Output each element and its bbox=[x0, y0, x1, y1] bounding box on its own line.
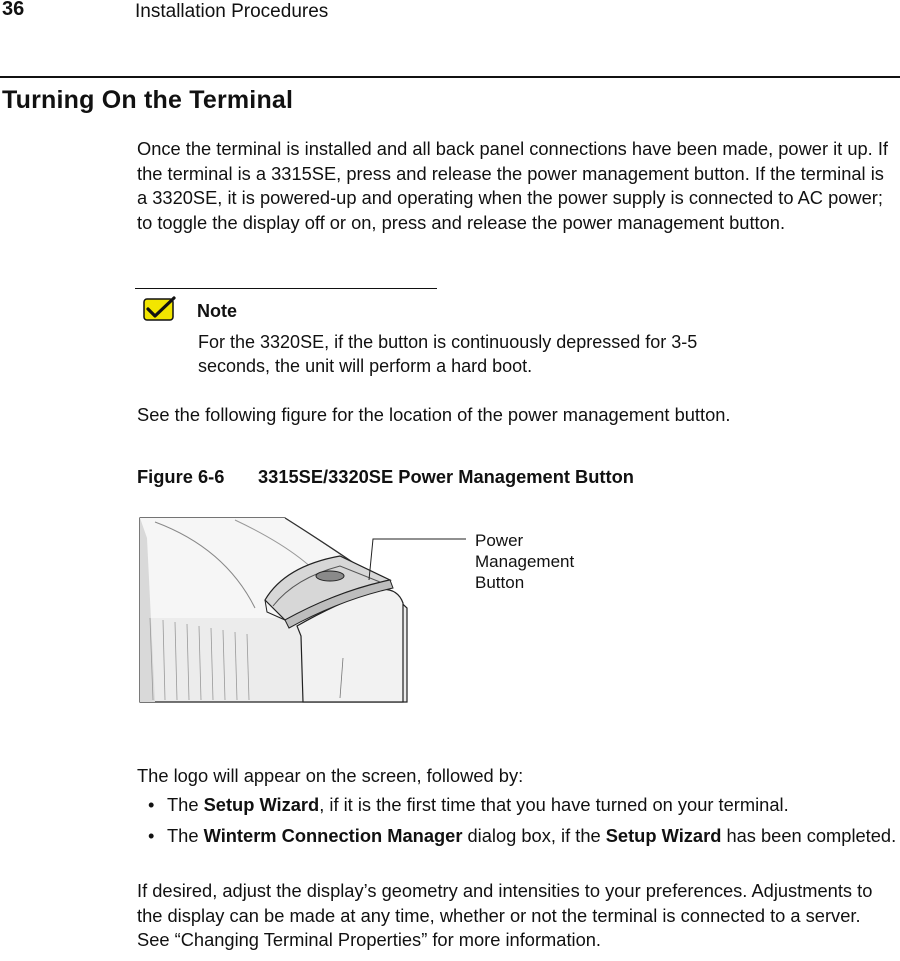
note-text: For the 3320SE, if the button is continuously depressed for 3-5 seconds, the unit will perform a hard boot. bbox=[198, 332, 698, 376]
bullet-text: dialog box, if the bbox=[462, 825, 606, 846]
bullet-emphasis: Setup Wizard bbox=[203, 794, 320, 815]
running-header: Installation Procedures bbox=[135, 1, 329, 22]
bullet-emphasis: Winterm Connection Manager bbox=[203, 825, 463, 846]
figure-number: Figure 6-6 bbox=[137, 466, 225, 487]
callout-line: Management bbox=[475, 552, 575, 571]
bullet-text: has been completed. bbox=[721, 825, 897, 846]
section-title: Turning On the Terminal bbox=[2, 86, 294, 114]
figure-title: 3315SE/3320SE Power Management Button bbox=[258, 466, 634, 487]
figure-caption bbox=[137, 466, 634, 488]
bullet-item bbox=[167, 824, 897, 849]
intro-paragraph: Once the terminal is installed and all back panel connections have been made, power it up. If the terminal is a 3315SE, press and release the power management button. If the terminal is a 3320SE, it is powered-up and operating when the power supply is connected to AC power; to toggle the display off or on, press and release the power management button. bbox=[137, 138, 888, 233]
page-number: 36 bbox=[2, 0, 25, 20]
bullet-text: The bbox=[167, 794, 204, 815]
bullet-emphasis: Setup Wizard bbox=[605, 825, 722, 846]
callout-line: Power bbox=[475, 531, 524, 550]
bullet-text: , if it is the first time that you have turned on your terminal. bbox=[319, 794, 789, 815]
figure-reference-paragraph: See the following figure for the location of the power management button. bbox=[137, 404, 731, 425]
bullet-text: The bbox=[167, 825, 204, 846]
note-label: Note bbox=[197, 301, 237, 321]
logo-paragraph: The logo will appear on the screen, followed by: bbox=[137, 765, 524, 786]
header-rule bbox=[0, 76, 900, 78]
checkmark-icon bbox=[143, 296, 177, 322]
bullet-marker: • bbox=[148, 825, 155, 846]
note-rule bbox=[135, 288, 437, 289]
bullet-marker: • bbox=[148, 794, 155, 815]
adjustment-paragraph: If desired, adjust the display’s geometry and intensities to your preferences. Adjustments to the display can be made at any time, whether or not the terminal is connected to a server. See “Changing Terminal Properties” for more information. bbox=[137, 880, 873, 950]
figure-callout-label bbox=[475, 530, 574, 593]
callout-line: Button bbox=[475, 573, 525, 592]
bullet-item bbox=[167, 793, 897, 818]
